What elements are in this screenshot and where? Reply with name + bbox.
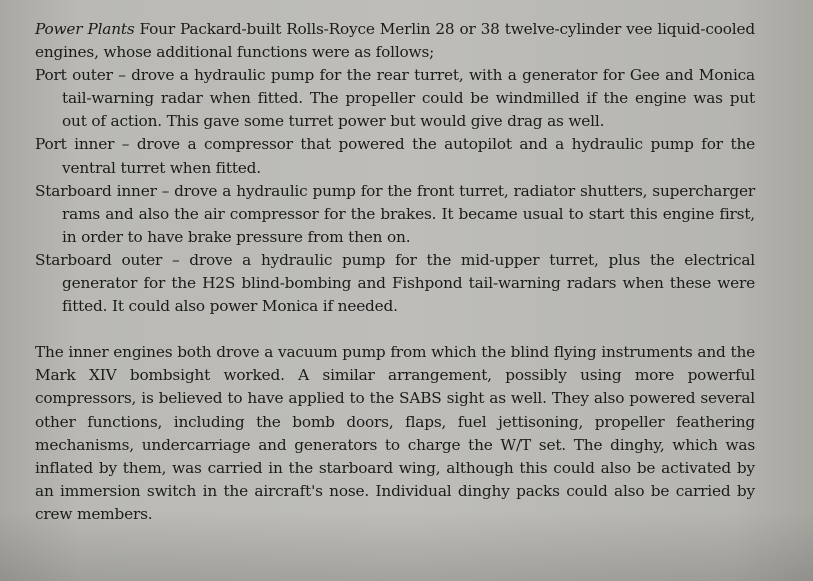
engine-function-list [35,18,755,318]
page-text [35,18,755,526]
power-plants-intro [35,18,755,64]
power-plants-term: Power Plants [35,20,135,38]
starboard-inner-entry: Starboard inner – drove a hydraulic pump for the front turret, radiator shutters, supercharger rams and also the air compressor for the brakes. It became usual to start this engine first, in order to have brake pressure from then on. [35,181,755,246]
closing-paragraph: The inner engines both drove a vacuum pump from which the blind flying instruments and the Mark XIV bombsight worked. A similar arrangement, possibly using more powerful compressors, is believed to have applied to the SABS sight as well. They also powered several other functions, including the bomb doors, flaps, fuel jettisoning, propeller feathering mechanisms, undercarriage and generators to charge the W/T set. The dinghy, which was inflated by them, was carried in the starboard wing, although this could also be activated by an immersion switch in the aircraft's nose. Individual dinghy packs could also be carried by crew members. [35,343,755,523]
power-plants-intro-text: Four Packard-built Rolls-Royce Merlin 28 or 38 twelve-cylinder vee liquid-cooled engines, whose additional functions were as follows; [35,20,755,62]
starboard-outer-entry: Starboard outer – drove a hydraulic pump for the mid-upper turret, plus the electrical generator for the H2S blind-bombing and Fishpond tail-warning radars when these were fitted. It could also power Monica if needed. [35,250,755,316]
port-outer-entry: Port outer – drove a hydraulic pump for the rear turret, with a generator for Gee and Monica tail-warning radar when fitted. The propeller could be windmilled if the engine was put out of action. This gave some turret power but would give drag as well. [35,66,755,131]
port-inner-entry: Port inner – drove a compressor that powered the autopilot and a hydraulic pump for the ventral turret when fitted. [35,135,755,177]
